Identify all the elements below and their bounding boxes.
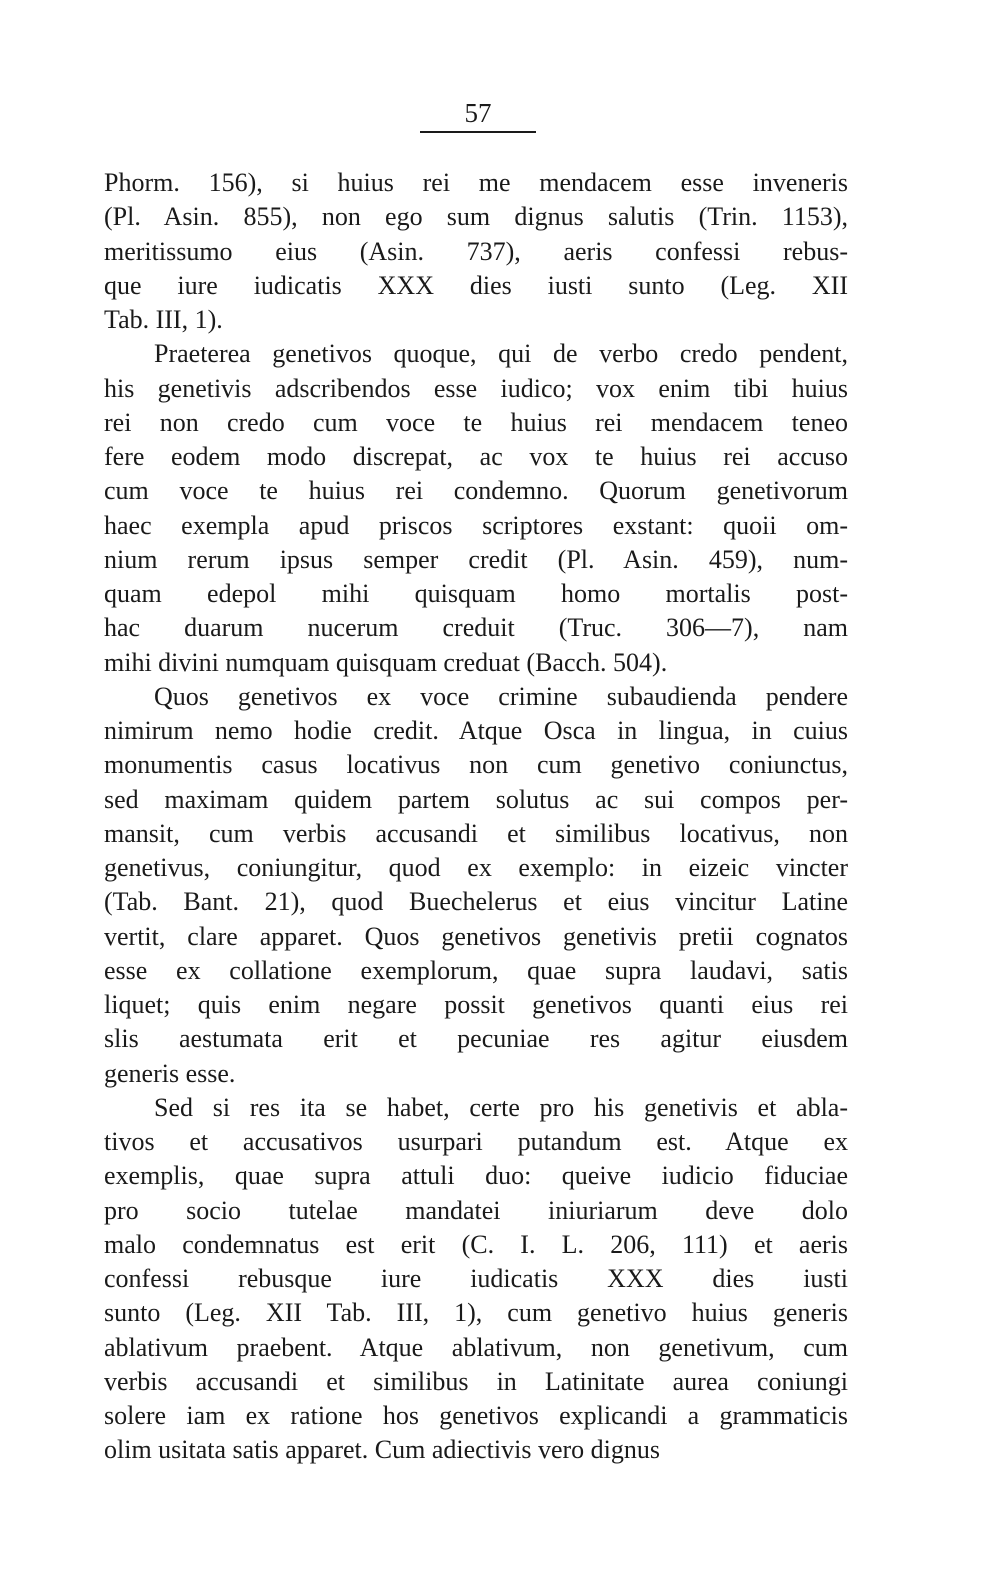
page-number: 57: [464, 98, 492, 128]
text-line: Sed si res ita se habet, certe pro his genetivis et abla-: [154, 1092, 848, 1122]
text-line: sed maximam quidem partem solutus ac sui compos per-: [104, 784, 848, 814]
text-line: liquet; quis enim negare possit genetivos quanti eius rei: [104, 990, 848, 1019]
text-line: olim usitata satis apparet. Cum adiectivis vero dignus: [104, 1435, 661, 1465]
text-line: genetivus, coniungitur, quod ex exemplo: in eizeic vincter: [104, 853, 848, 882]
text-line: slis aestumata erit et pecuniae res agitur eiusdem: [104, 1024, 848, 1054]
text-line: nimirum nemo hodie credit. Atque Osca in lingua, in cuius: [104, 716, 848, 745]
text-line: generis esse.: [104, 1058, 236, 1088]
text-line: haec exempla apud priscos scriptores exstant: quoii om-: [104, 510, 848, 540]
text-line: mansit, cum verbis accusandi et similibus locativus, non: [104, 818, 848, 848]
text-line: sunto (Leg. XII Tab. III, 1), cum genetivo huius generis: [104, 1298, 848, 1328]
text-line: rei non credo cum voce te huius rei mendacem teneo: [104, 407, 848, 437]
text-line: ablativum praebent. Atque ablativum, non genetivum, cum: [104, 1332, 848, 1362]
text-line: monumentis casus locativus non cum genetivo coniunctus,: [104, 750, 848, 780]
text-line: hac duarum nucerum creduit (Truc. 306—7), nam: [104, 613, 848, 643]
text-line: his genetivis adscribendos esse iudico; vox enim tibi huius: [104, 373, 848, 403]
text-line: Praeterea genetivos quoque, qui de verbo credo pendent,: [154, 339, 848, 369]
text-line: nium rerum ipsus semper credit (Pl. Asin. 459), num-: [104, 544, 848, 574]
text-line: esse ex collatione exemplorum, quae supra laudavi, satis: [104, 955, 848, 985]
text-line: malo condemnatus est erit (C. I. L. 206, 111) et aeris: [104, 1229, 848, 1259]
text-line: Phorm. 156), si huius rei me mendacem esse inveneris: [104, 168, 848, 197]
text-line: que iure iudicatis XXX dies iusti sunto (Leg. XII: [104, 270, 848, 300]
text-line: fere eodem modo discrepat, ac vox te huius rei accuso: [104, 442, 848, 471]
page-number-rule: [420, 131, 536, 133]
text-line: pro socio tutelae mandatei iniuriarum deve dolo: [104, 1195, 848, 1225]
text-line: (Pl. Asin. 855), non ego sum dignus salutis (Trin. 1153),: [104, 202, 848, 232]
text-line: cum voce te huius rei condemno. Quorum genetivorum: [104, 476, 848, 506]
text-line: vertit, clare apparet. Quos genetivos genetivis pretii cognatos: [104, 921, 848, 951]
text-line: Quos genetivos ex voce crimine subaudienda pendere: [154, 681, 848, 711]
text-line: mihi divini numquam quisquam creduat (Bacch. 504).: [104, 647, 668, 677]
body-text: [104, 166, 848, 1468]
text-line: quam edepol mihi quisquam homo mortalis post-: [104, 579, 848, 608]
text-line: verbis accusandi et similibus in Latinitate aurea coniungi: [104, 1366, 848, 1396]
text-line: tivos et accusativos usurpari putandum est. Atque ex: [104, 1127, 848, 1156]
text-line: meritissumo eius (Asin. 737), aeris confessi rebus-: [104, 236, 848, 266]
text-line: (Tab. Bant. 21), quod Buechelerus et eius vincitur Latine: [104, 887, 848, 917]
text-line: exemplis, quae supra attuli duo: queive iudicio fiduciae: [104, 1161, 848, 1191]
text-line: Tab. III, 1).: [104, 305, 223, 334]
text-line: confessi rebusque iure iudicatis XXX dies iusti: [104, 1264, 848, 1293]
text-line: solere iam ex ratione hos genetivos explicandi a grammaticis: [104, 1401, 848, 1430]
